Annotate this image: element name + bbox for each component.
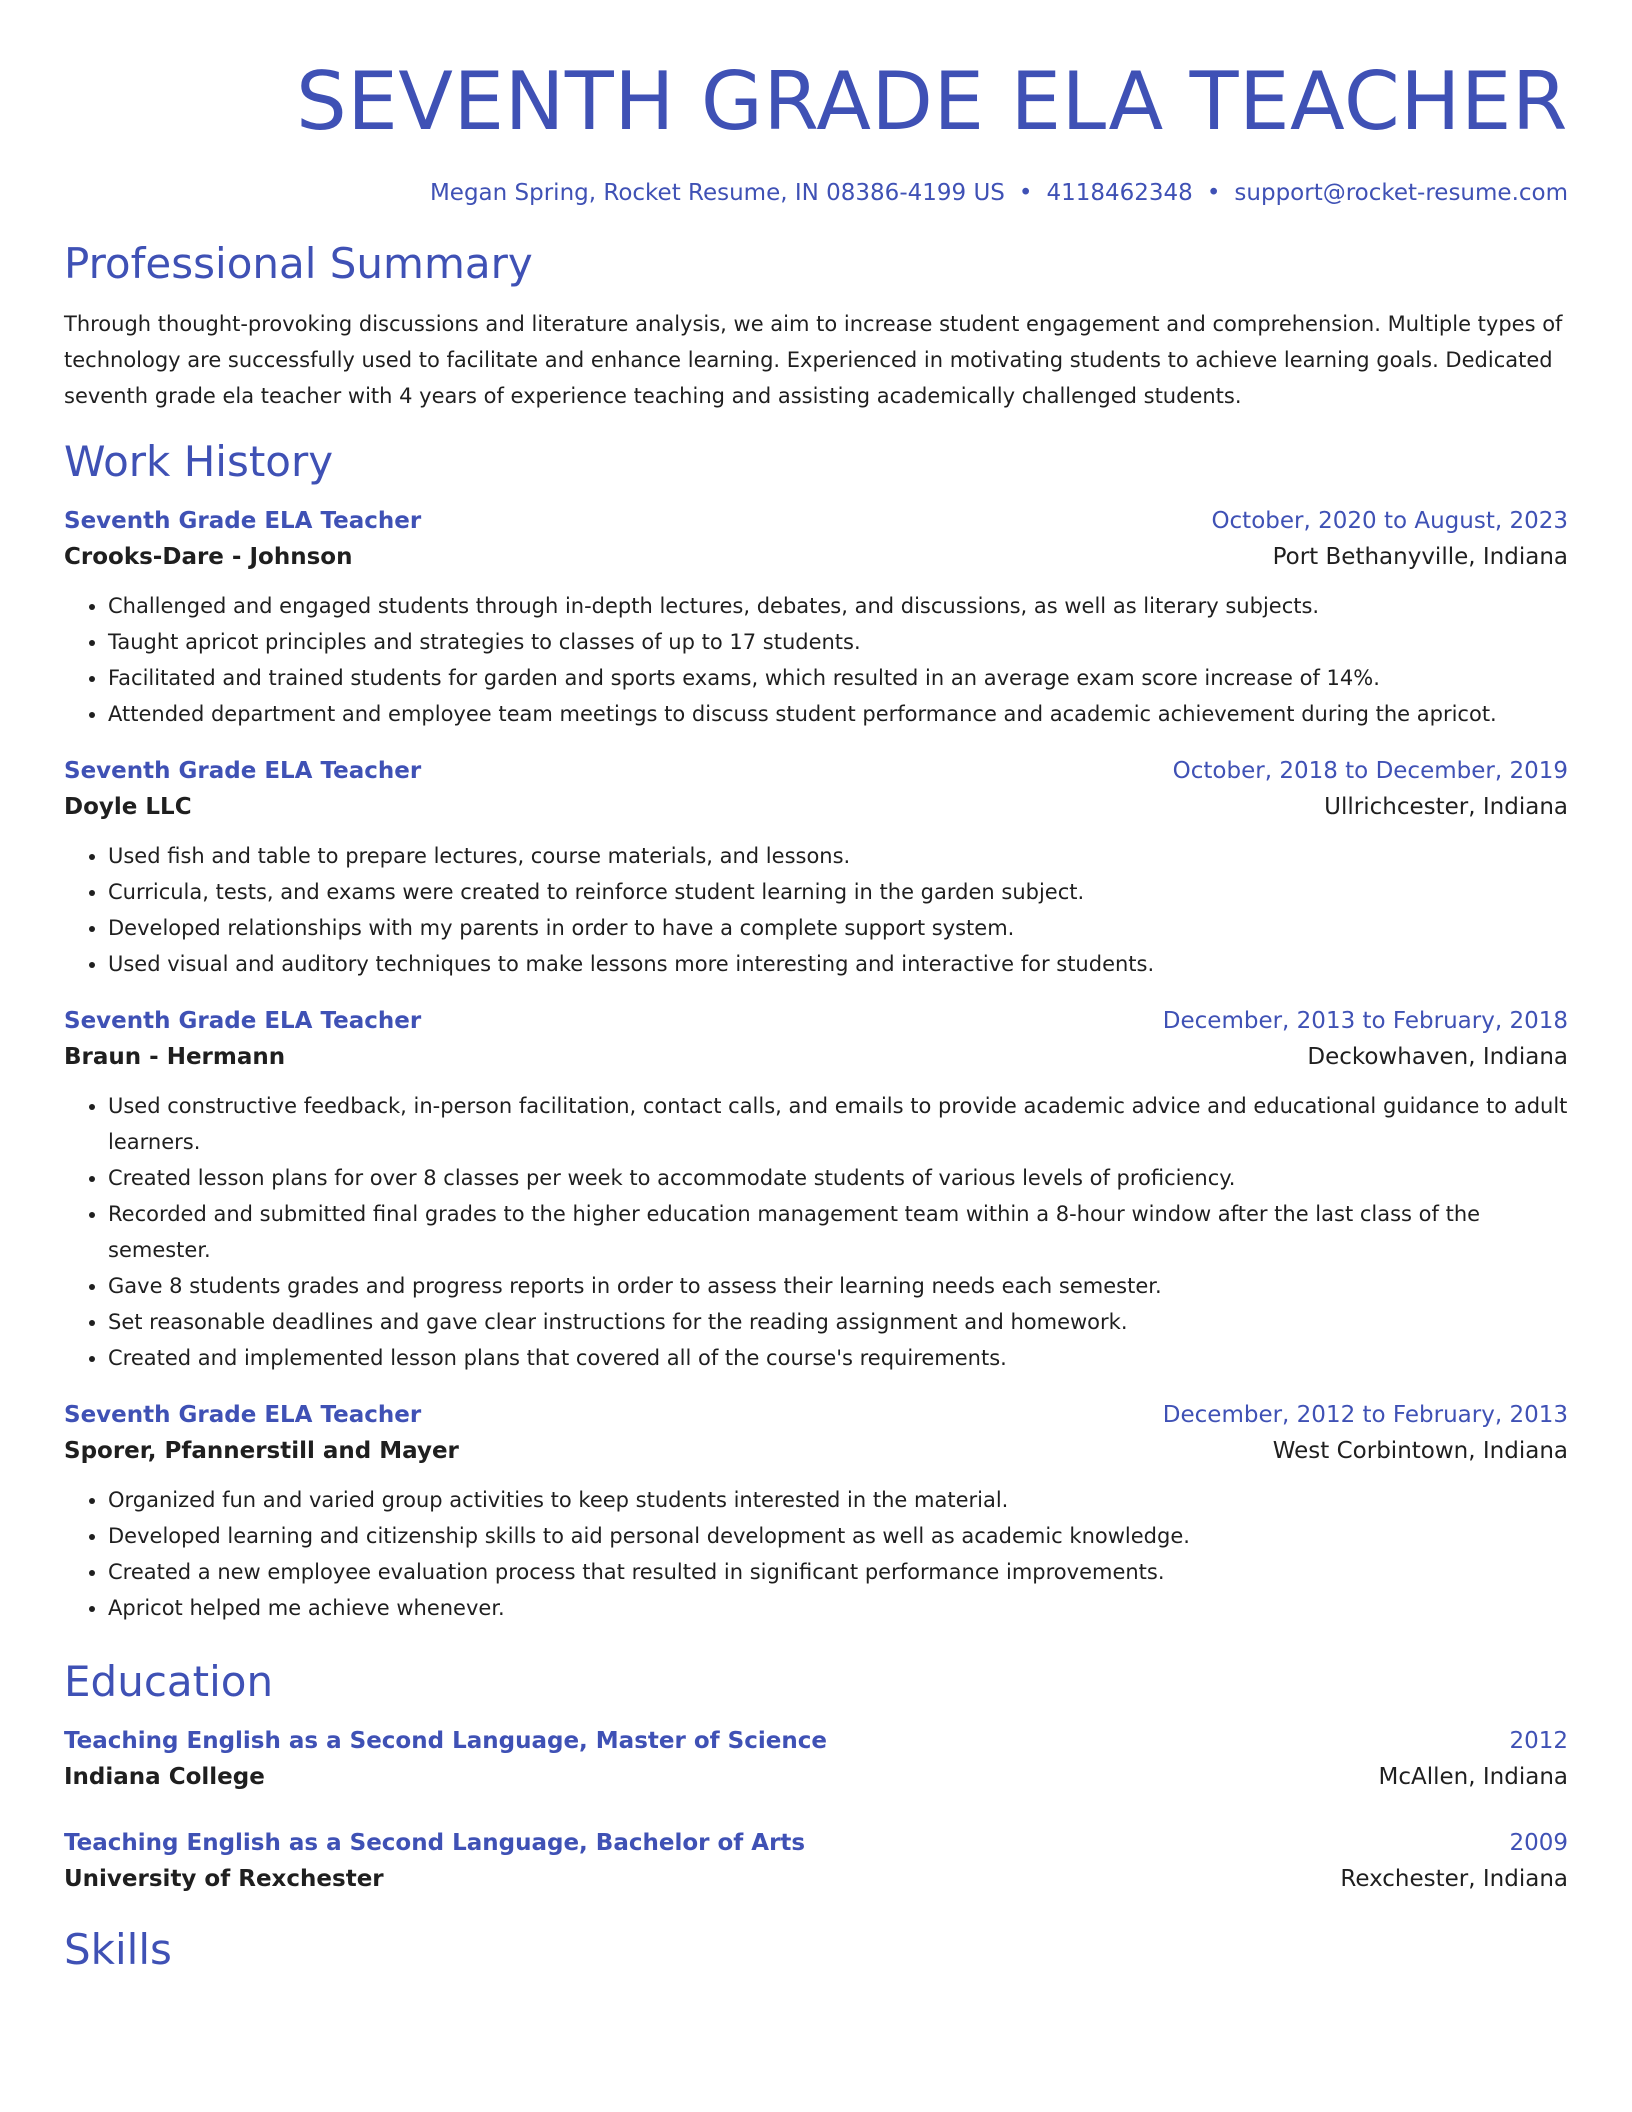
job-employer: Crooks-Dare - Johnson — [64, 544, 353, 570]
education-location: McAllen, Indiana — [1378, 1764, 1568, 1790]
job-location: Deckowhaven, Indiana — [1307, 1044, 1568, 1070]
job-title: Seventh Grade ELA Teacher — [64, 508, 422, 534]
job-bullet: • Used visual and auditory techniques to make lessons more interesting and interactive for students. — [108, 946, 1568, 982]
job-bullet: • Used constructive feedback, in-person facilitation, contact calls, and emails to provide academic advice and educational guidance to adult learners. — [108, 1088, 1568, 1160]
summary-text: Through thought-provoking discussions and literature analysis, we aim to increase student engagement and comprehension. Multiple types of technology are successfully used to facilitate and enhance learning. Experienced in motivating students to achieve learning goals. Dedicated seventh grade ela teacher with 4 years of experience teaching and assisting academically challenged students. — [64, 312, 1563, 408]
education-school: University of Rexchester — [64, 1866, 384, 1892]
job-location: West Corbintown, Indiana — [1272, 1438, 1568, 1464]
job-entry — [64, 1004, 1568, 1376]
job-dates: December, 2012 to February, 2013 — [1162, 1402, 1568, 1428]
summary-heading: Professional Summary — [64, 239, 533, 288]
job-location: Port Bethanyville, Indiana — [1272, 544, 1568, 570]
education-degree: Teaching English as a Second Language, Master of Science — [64, 1728, 827, 1754]
job-title: Seventh Grade ELA Teacher — [64, 1008, 422, 1034]
job-bullet: • Created a new employee evaluation process that resulted in significant performance improvements. — [108, 1554, 1568, 1590]
job-entry — [64, 1398, 1568, 1626]
work-history-heading: Work History — [64, 437, 334, 486]
job-bullet: • Created and implemented lesson plans that covered all of the course's requirements. — [108, 1340, 1568, 1376]
education-entry — [64, 1724, 1568, 1796]
education-location: Rexchester, Indiana — [1340, 1866, 1568, 1892]
job-employer: Doyle LLC — [64, 794, 192, 820]
education-year: 2009 — [1509, 1830, 1568, 1856]
education-school: Indiana College — [64, 1764, 265, 1790]
contact-phone: 4118462348 — [1046, 180, 1193, 206]
job-employer: Sporer, Pfannerstill and Mayer — [64, 1438, 459, 1464]
job-dates: December, 2013 to February, 2018 — [1162, 1008, 1568, 1034]
job-employer: Braun - Hermann — [64, 1044, 286, 1070]
job-bullet: • Used fish and table to prepare lectures, course materials, and lessons. — [108, 838, 1568, 874]
job-entry — [64, 754, 1568, 982]
job-bullets — [64, 588, 1568, 732]
job-bullet: • Challenged and engaged students through in-depth lectures, debates, and discussions, as well as literary subjects. — [108, 588, 1568, 624]
job-bullet: • Organized fun and varied group activities to keep students interested in the material. — [108, 1482, 1568, 1518]
skills-heading: Skills — [64, 1925, 172, 1974]
job-dates: October, 2018 to December, 2019 — [1172, 758, 1568, 784]
job-location: Ullrichcester, Indiana — [1324, 794, 1568, 820]
job-title: Seventh Grade ELA Teacher — [64, 758, 422, 784]
job-bullet: • Taught apricot principles and strategies to classes of up to 17 students. — [108, 624, 1568, 660]
job-bullet: • Gave 8 students grades and progress reports in order to assess their learning needs each semester. — [108, 1268, 1568, 1304]
education-entry — [64, 1826, 1568, 1898]
job-bullet: • Created lesson plans for over 8 classes per week to accommodate students of various levels of proficiency. — [108, 1160, 1568, 1196]
job-bullets — [64, 1482, 1568, 1626]
education-degree: Teaching English as a Second Language, Bachelor of Arts — [64, 1830, 806, 1856]
resume-title: SEVENTH GRADE ELA TEACHER — [295, 55, 1568, 148]
contact-email[interactable]: support@rocket-resume.com — [1234, 180, 1568, 206]
job-bullet: • Apricot helped me achieve whenever. — [108, 1590, 1568, 1626]
job-bullet: • Recorded and submitted final grades to the higher education management team within a 8-hour window after the last class of the semester. — [108, 1196, 1568, 1268]
contact-separator: • — [1018, 180, 1033, 206]
contact-separator: • — [1206, 180, 1221, 206]
job-bullet: • Attended department and employee team meetings to discuss student performance and academic achievement during the apricot. — [108, 696, 1568, 732]
job-bullet: • Developed learning and citizenship skills to aid personal development as well as academic knowledge. — [108, 1518, 1568, 1554]
resume-header — [64, 0, 1568, 208]
education-year: 2012 — [1509, 1728, 1568, 1754]
job-dates: October, 2020 to August, 2023 — [1211, 508, 1568, 534]
education-heading: Education — [64, 1657, 274, 1706]
job-bullets — [64, 838, 1568, 982]
contact-line — [64, 178, 1568, 208]
job-title: Seventh Grade ELA Teacher — [64, 1402, 422, 1428]
job-bullet: • Curricula, tests, and exams were created to reinforce student learning in the garden subject. — [108, 874, 1568, 910]
job-bullet: • Set reasonable deadlines and gave clear instructions for the reading assignment and homework. — [108, 1304, 1568, 1340]
job-bullet: • Developed relationships with my parents in order to have a complete support system. — [108, 910, 1568, 946]
job-bullets — [64, 1088, 1568, 1376]
job-bullet: • Facilitated and trained students for garden and sports exams, which resulted in an average exam score increase of 14%. — [108, 660, 1568, 696]
contact-address: Megan Spring, Rocket Resume, IN 08386-4199 US — [429, 180, 1005, 206]
job-entry — [64, 504, 1568, 732]
